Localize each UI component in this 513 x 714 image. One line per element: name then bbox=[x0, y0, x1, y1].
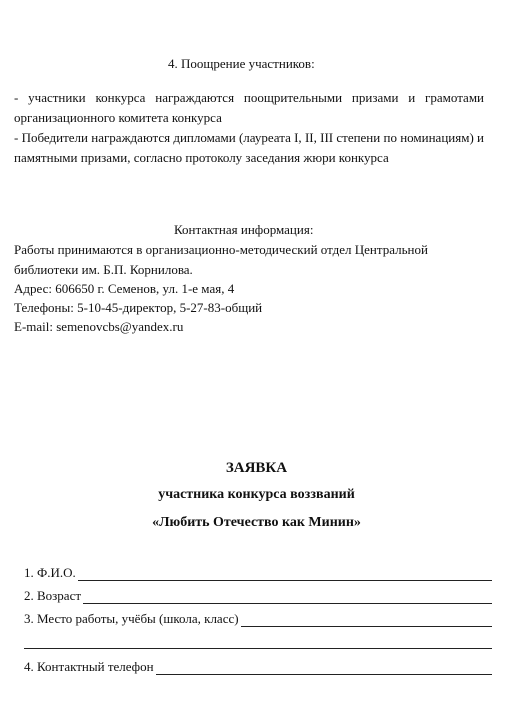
contacts-line-1: Работы принимаются в организационно-методический отдел Центральной bbox=[14, 242, 428, 257]
contacts-email: E-mail: semenovcbs@yandex.ru bbox=[14, 319, 184, 334]
fio-label: 1. Ф.И.О. bbox=[24, 565, 76, 580]
contacts-phones: Телефоны: 5-10-45-директор, 5-27-83-общий bbox=[14, 300, 263, 315]
phone-fill-line[interactable] bbox=[156, 662, 492, 675]
form-row-workplace bbox=[24, 611, 492, 627]
phone-label: 4. Контактный телефон bbox=[24, 659, 154, 674]
application-subtitle-2: «Любить Отечество как Минин» bbox=[152, 515, 361, 530]
workplace-fill-line[interactable] bbox=[241, 614, 492, 627]
form-row-fio bbox=[24, 565, 492, 581]
contacts-address: Адрес: 606650 г. Семенов, ул. 1-е мая, 4 bbox=[14, 281, 235, 296]
workplace-extra-line[interactable] bbox=[24, 648, 492, 649]
application-subtitle-1: участника конкурса воззваний bbox=[158, 487, 355, 502]
awards-paragraph-winners: - Победители награждаются дипломами (лауреата I, II, III степени по номинациям) и памятными призами, согласно протоколу заседания жюри конкурса bbox=[14, 130, 484, 165]
fio-fill-line[interactable] bbox=[78, 568, 492, 581]
age-label: 2. Возраст bbox=[24, 588, 82, 603]
form-row-age bbox=[24, 588, 492, 604]
application-title: ЗАЯВКА bbox=[225, 460, 288, 476]
workplace-label: 3. Место работы, учёбы (школа, класс) bbox=[24, 611, 239, 626]
section-heading-awards: 4. Поощрение участников: bbox=[168, 56, 315, 71]
form-row-phone bbox=[24, 659, 492, 675]
contacts-line-2: библиотеки им. Б.П. Корнилова. bbox=[14, 262, 193, 277]
contacts-heading: Контактная информация: bbox=[174, 222, 314, 237]
age-fill-line[interactable] bbox=[83, 591, 492, 604]
awards-paragraph-participants: - участники конкурса награждаются поощрительными призами и грамотами организационного комитета конкурса bbox=[14, 90, 484, 125]
